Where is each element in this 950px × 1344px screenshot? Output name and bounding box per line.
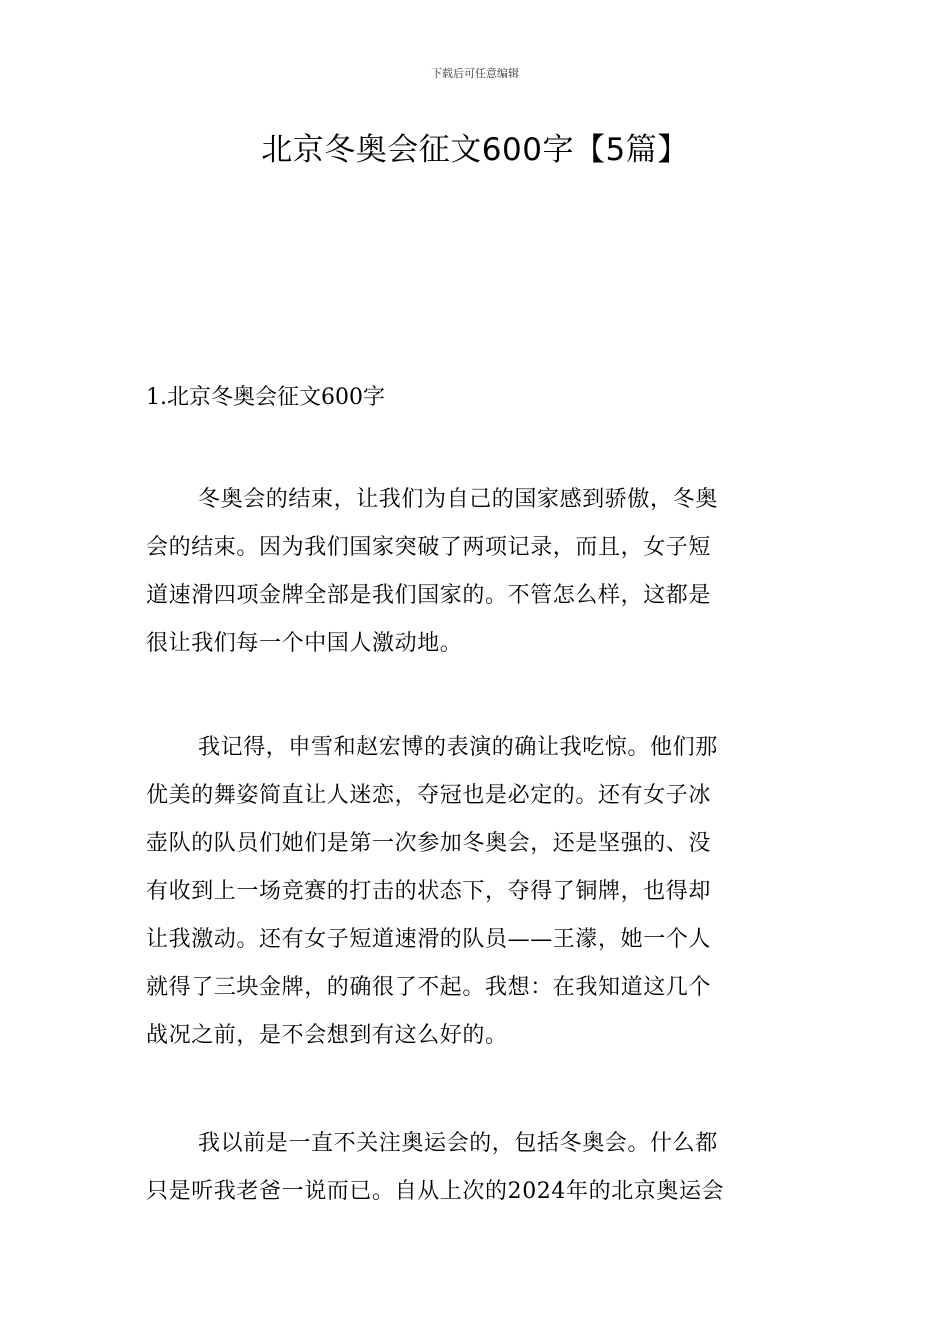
download-note: 下载后可任意编辑 xyxy=(431,67,519,80)
paragraph-line: 战况之前，是不会想到有这么好的。 xyxy=(146,1023,508,1048)
paragraph-1 xyxy=(146,476,806,668)
paragraph-line: 就得了三块金牌，的确很了不起。我想：在我知道这几个 xyxy=(146,975,712,1000)
paragraph-line: 我以前是一直不关注奥运会的，包括冬奥会。什么都 xyxy=(198,1131,718,1156)
paragraph-line: 会的结束。因为我们国家突破了两项记录，而且，女子短 xyxy=(146,535,712,560)
paragraph-line: 道速滑四项金牌全部是我们国家的。不管怎么样，这都是 xyxy=(146,583,712,608)
paragraph-line: 只是听我老爸一说而已。自从上次的2024年的北京奥运会 xyxy=(146,1179,725,1204)
section-heading: 1.北京冬奥会征文600字 xyxy=(146,385,385,410)
paragraph-line: 壶队的队员们她们是第一次参加冬奥会，还是坚强的、没 xyxy=(146,831,712,856)
document-title: 北京冬奥会征文600字【5篇】 xyxy=(261,132,689,168)
paragraph-line: 很让我们每一个中国人激动地。 xyxy=(146,631,463,656)
paragraph-line: 优美的舞姿简直让人迷恋，夺冠也是必定的。还有女子冰 xyxy=(146,783,712,808)
paragraph-3 xyxy=(146,1120,806,1216)
paragraph-line: 冬奥会的结束，让我们为自己的国家感到骄傲，冬奥 xyxy=(198,487,718,512)
paragraph-line: 我记得，申雪和赵宏博的表演的确让我吃惊。他们那 xyxy=(198,735,718,760)
paragraph-line: 有收到上一场竞赛的打击的状态下，夺得了铜牌，也得却 xyxy=(146,879,712,904)
paragraph-line: 让我激动。还有女子短道速滑的队员——王濛，她一个人 xyxy=(146,927,712,952)
paragraph-2 xyxy=(146,724,806,1060)
